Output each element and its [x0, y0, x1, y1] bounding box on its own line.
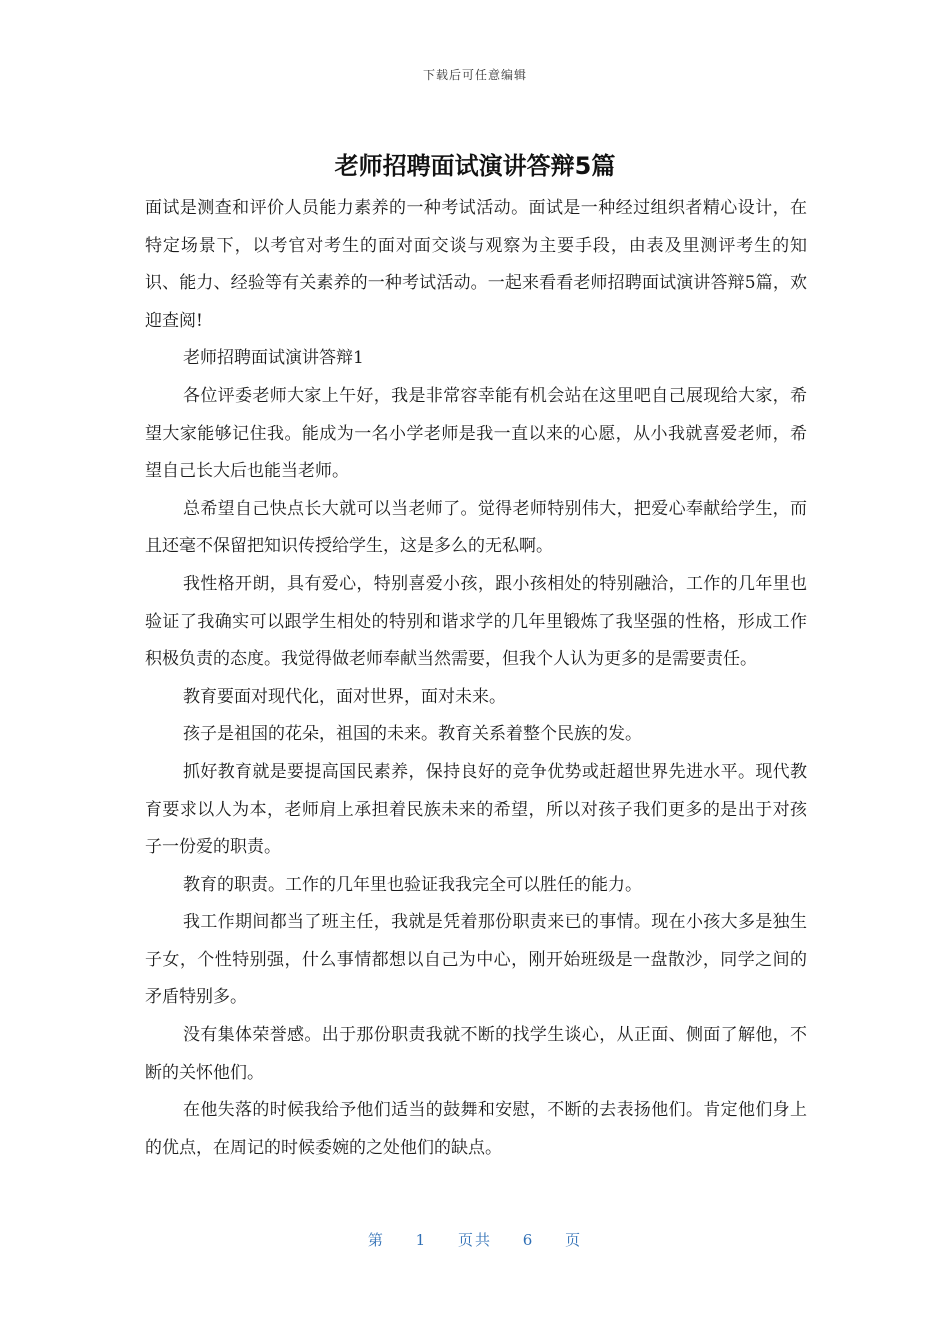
body-paragraph: 教育的职责。工作的几年里也验证我我完全可以胜任的能力。	[183, 874, 642, 895]
header-note: 下载后可任意编辑	[422, 68, 527, 82]
body-paragraph: 教育要面对现代化，面对世界，面对未来。	[183, 686, 506, 707]
body-paragraph: 没有集体荣誉感。出于那份职责我就不断的找学生谈心，从正面、侧面了解他，不断的关怀他们。	[145, 1025, 807, 1083]
page-footer-prefix: 第	[367, 1231, 385, 1249]
section-heading: 老师招聘面试演讲答辩1	[183, 348, 364, 369]
document-title: 老师招聘面试演讲答辩5篇	[334, 152, 616, 180]
intro-paragraph: 面试是测查和评价人员能力素养的一种考试活动。面试是一种经过组织者精心设计，在特定场景下，以考官对考生的面对面交谈与观察为主要手段，由表及里测评考生的知识、能力、经验等有关素养的一种考试活动。一起来看看老师招聘面试演讲答辩5篇，欢迎查阅!	[145, 198, 807, 331]
page-footer	[0, 1229, 950, 1250]
body-paragraph: 抓好教育就是要提高国民素养，保持良好的竞争优势或赶超世界先进水平。现代教育要求以人为本，老师肩上承担着民族未来的希望，所以对孩子我们更多的是出于对孩子一份爱的职责。	[145, 761, 807, 858]
page-total: 6	[522, 1231, 535, 1249]
body-paragraph: 我工作期间都当了班主任，我就是凭着那份职责来已的事情。现在小孩大多是独生子女，个性特别强，什么事情都想以自己为中心，刚开始班级是一盘散沙，同学之间的矛盾特别多。	[145, 912, 807, 1008]
page-number: 1	[415, 1231, 428, 1249]
body-paragraph: 总希望自己快点长大就可以当老师了。觉得老师特别伟大，把爱心奉献给学生，而且还毫不保留把知识传授给学生，这是多么的无私啊。	[145, 498, 807, 557]
body-paragraph: 孩子是祖国的花朵，祖国的未来。教育关系着整个民族的发。	[183, 724, 642, 745]
page-footer-suffix: 页	[565, 1231, 583, 1249]
page-footer-middle: 页共	[457, 1231, 492, 1249]
body-paragraph: 我性格开朗，具有爱心，特别喜爱小孩，跟小孩相处的特别融洽，工作的几年里也验证了我确实可以跟学生相处的特别和谐求学的几年里锻炼了我坚强的性格，形成工作积极负责的态度。我觉得做老师奉献当然需要，但我个人认为更多的是需要责任。	[145, 573, 807, 670]
body-paragraph: 各位评委老师大家上午好，我是非常容幸能有机会站在这里吧自己展现给大家，希望大家能够记住我。能成为一名小学老师是我一直以来的心愿，从小我就喜爱老师，希望自己长大后也能当老师。	[145, 385, 807, 482]
body-paragraph: 在他失落的时候我给予他们适当的鼓舞和安慰，不断的去表扬他们。肯定他们身上的优点，在周记的时候委婉的之处他们的缺点。	[145, 1100, 807, 1158]
document-body	[145, 190, 807, 1167]
